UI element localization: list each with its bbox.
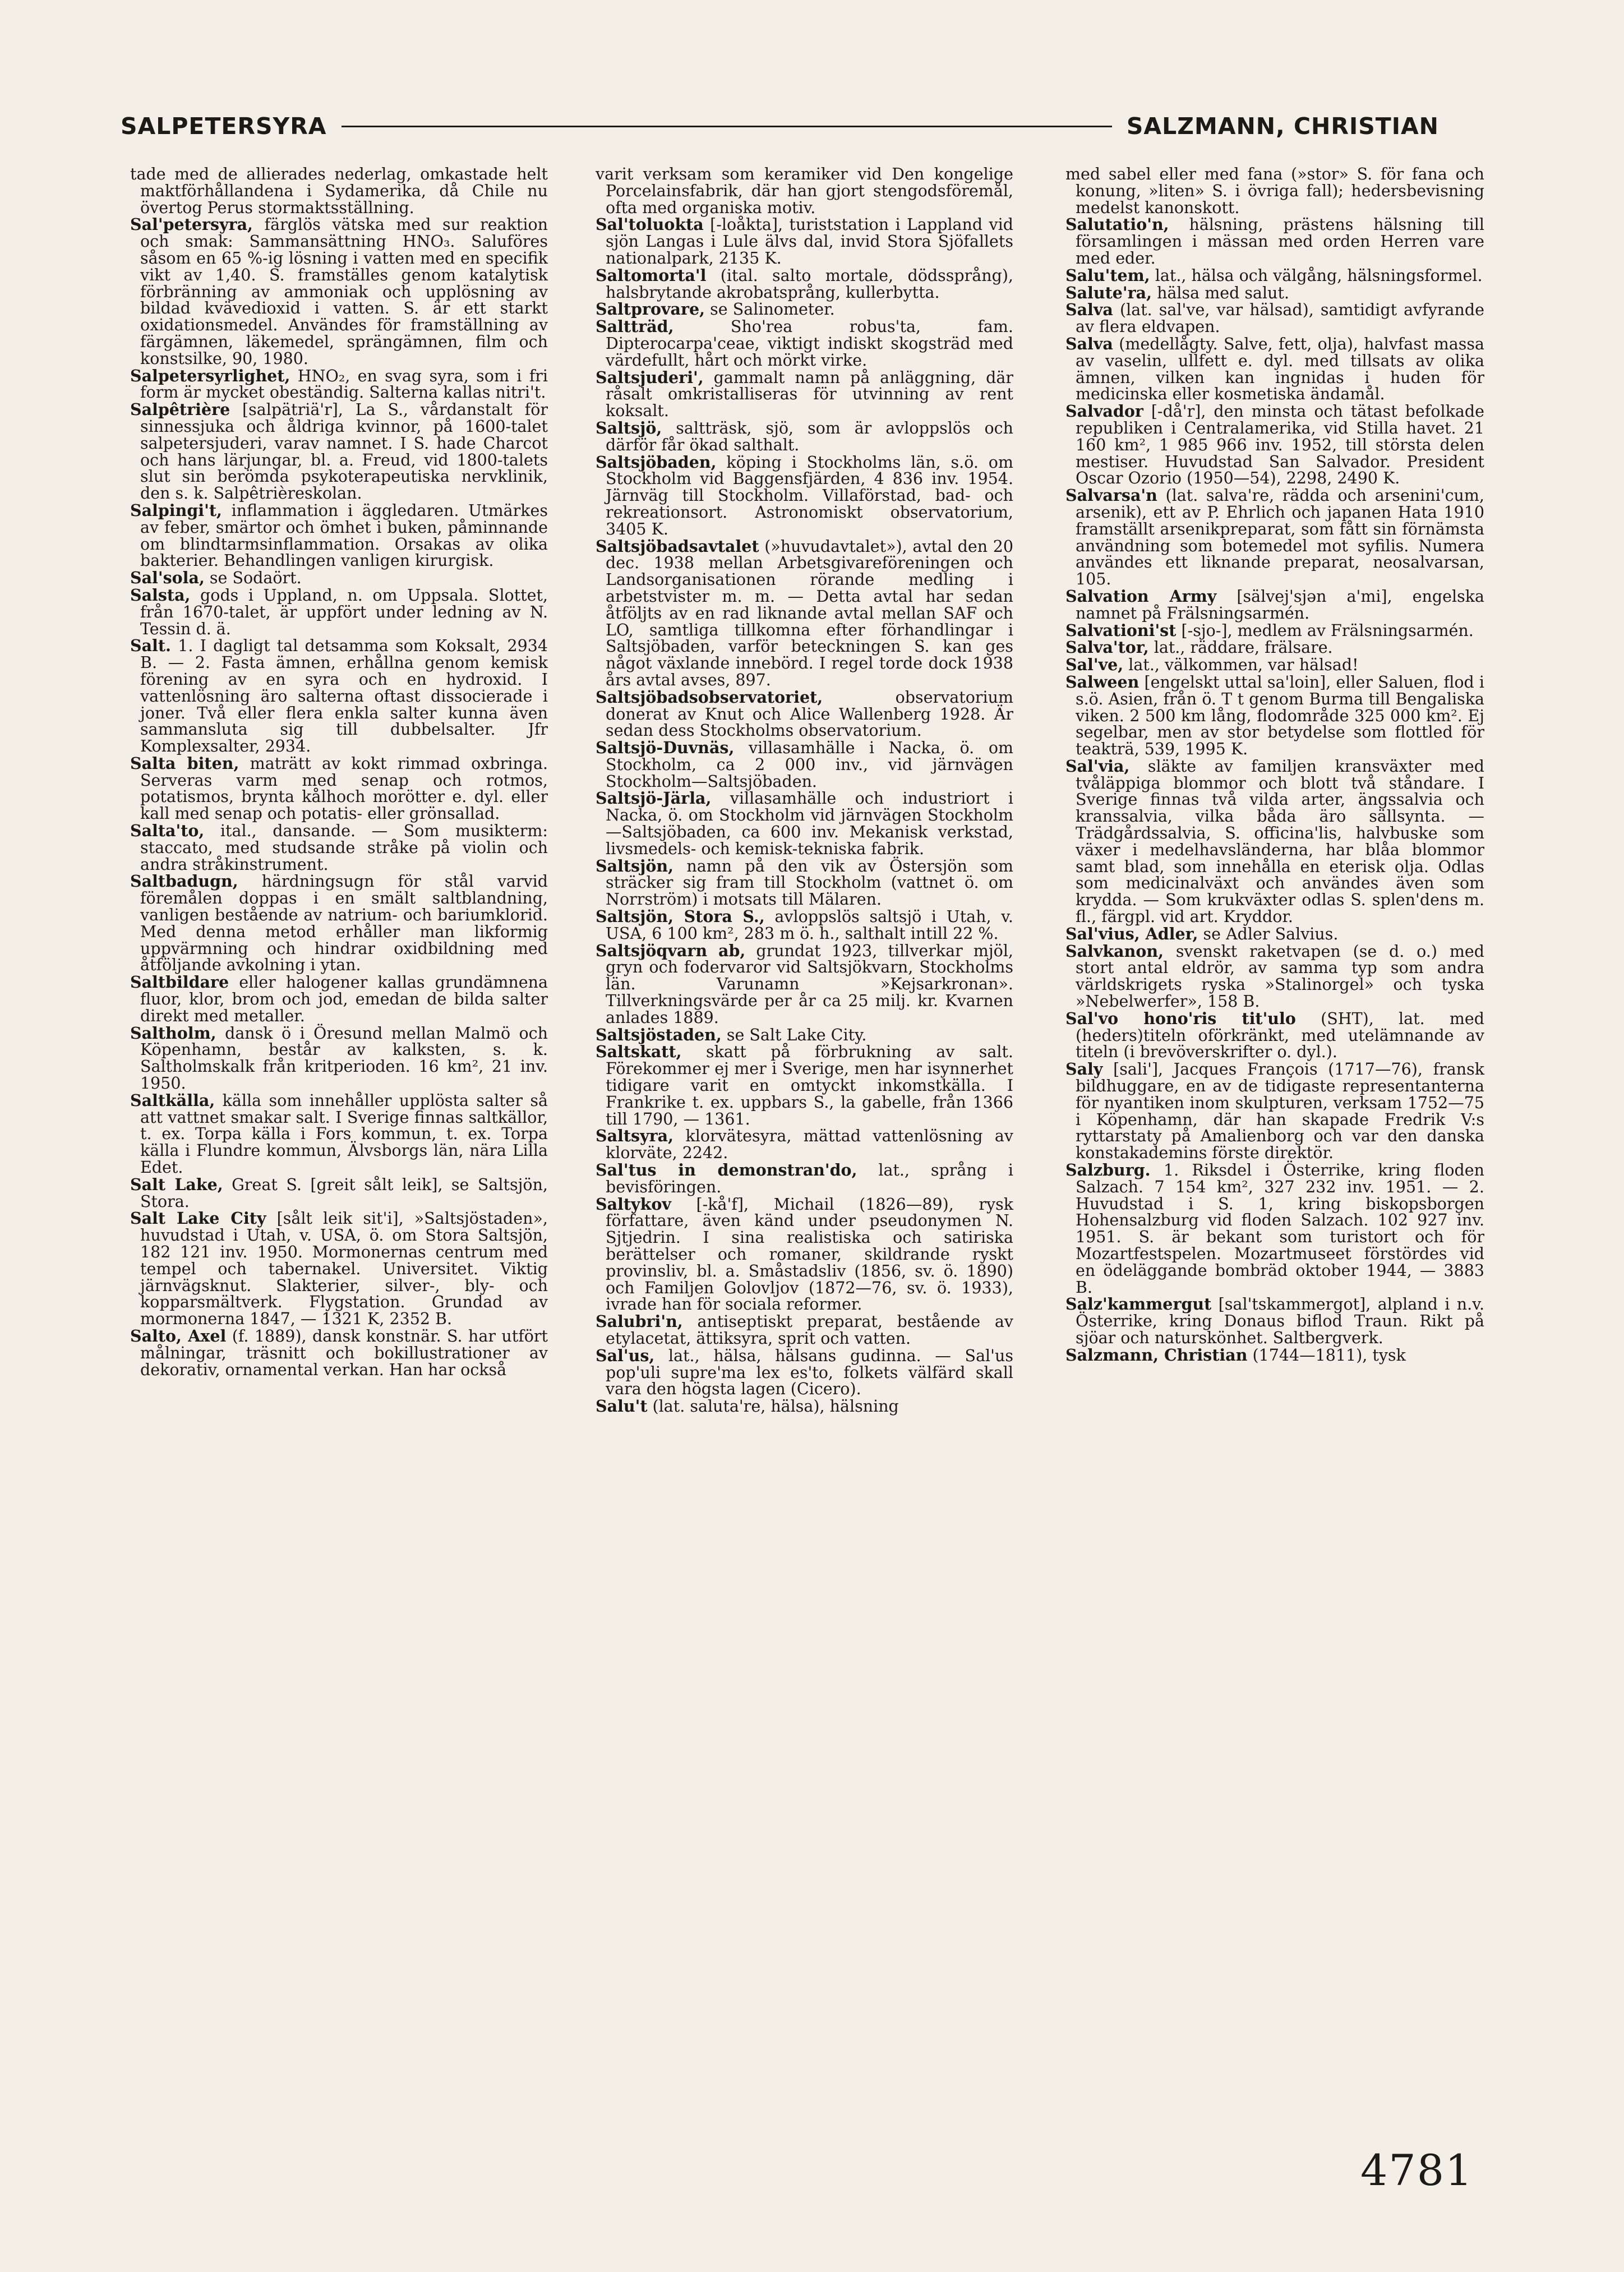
entry-headword: Salpetersyrlighet, — [130, 366, 290, 385]
dictionary-entry — [1065, 1008, 1484, 1062]
entry-text: (medellågty. Salve, fett, olja), halvfast massa av vaselin, ullfett e. dyl. med tillsats av olika ämnen, vilken kan ingnidas i huden för medicinska eller kosmetiska ändamål. — [1076, 334, 1484, 404]
entry-text: se Salt Lake City. — [721, 1025, 867, 1044]
dictionary-entry — [1065, 487, 1484, 588]
dictionary-entry — [596, 319, 1013, 368]
dictionary-entry — [130, 570, 548, 587]
entry-headword: Salva — [1065, 334, 1113, 353]
entry-headword: Saly — [1065, 1059, 1103, 1079]
entry-text: (lat. salva're, rädda och arsenini'cum, arsenik), ett av P. Ehrlich och japanen Hata 1910 framställt arsenikpreparat, som fått sin förnämsta användning som botemedel mot syfilis. Numera användes ett liknande preparat, neosalvarsan, 105. — [1076, 486, 1484, 589]
dictionary-entry — [596, 1345, 1013, 1399]
entry-headword: Salt Lake, — [130, 1174, 223, 1194]
dictionary-entry — [130, 823, 548, 873]
dictionary-entry — [596, 689, 1013, 739]
entry-headword: Salta biten, — [130, 753, 239, 773]
entry-headword: Saltomorta'l — [596, 265, 707, 285]
dictionary-entry — [596, 216, 1013, 266]
dictionary-entry — [596, 420, 1013, 454]
dictionary-entry — [130, 755, 548, 822]
entry-headword: Salvation Army — [1065, 586, 1217, 606]
dictionary-entry — [130, 873, 548, 974]
dictionary-entry — [1065, 943, 1484, 1010]
entry-text: [sålt leik sit'i], »Saltsjöstaden», huvudstad i Utah, v. USA, ö. om Stora Saltsjön, 182 121 inv. 1950. Mormonernas centrum med tempel och tabernakel. Universitet. Viktig järnvägsknut. Slakterier, silver-, bly- och kopparsmältverk. Flygstation. Grundad av mormonerna 1847, — 1321 K, 2352 B. — [140, 1209, 548, 1329]
dictionary-entry — [596, 1314, 1013, 1347]
entry-text: (»huvudavtalet»), avtal den 20 dec. 1938 mellan Arbetsgivareföreningen och Landsorganisationen rörande medling i arbetstvister m. m. — Detta avtal har sedan åtföljts av en rad liknande avtal mellan SAF och LO, samtliga tillkomna efter förhandlingar i Saltsjöbaden, varför beteckningen S. kan ges något växlande innebörd. I regel torde dock 1938 års avtal avses, 897. — [606, 537, 1013, 689]
entry-headword: Sal'tus in demonstran'do, — [596, 1160, 857, 1180]
dictionary-entry — [130, 216, 548, 367]
text-column-1 — [130, 166, 548, 1379]
entry-text: [engelskt uttal sa'loin], eller Saluen, flod i s.ö. Asien, från ö. T t genom Burma till Bengaliska viken. 2 500 km lång, flodområde 325 000 km². Ej segelbar, men av stor betydelse som flottled för teakträ, 539, 1995 K. — [1076, 672, 1484, 759]
entry-headword: Sal'us, — [596, 1345, 655, 1365]
entry-text: villasamhälle och industriort i Nacka, ö. om Stockholm vid järnvägen Stockholm—Saltsjöbaden, ca 600 inv. Mekanisk verkstad, livsmedels- och kemisk-tekniska fabrik. — [606, 789, 1013, 858]
dictionary-entry — [1065, 758, 1484, 925]
entry-text: 1. I dagligt tal detsamma som Koksalt, 2934 B. — 2. Fasta ämnen, erhållna genom kemisk förening av en syra och en hydroxid. I vattenlösning äro salterna oftast dissocierade i joner. Två eller flera enkla salter kunna även sammansluta sig till dubbelsalter. Jfr Komplexsalter, 2934. — [140, 637, 548, 756]
entry-text: Sho'rea robus'ta, fam. Dipterocarpa'ceae, viktigt indiskt skogsträd med värdefullt, hårt och mörkt virke. — [606, 317, 1013, 370]
entry-headword: Saltsjöbadsavtalet — [596, 536, 759, 556]
dictionary-entry — [130, 974, 548, 1024]
entry-headword: Salva'tor, — [1065, 638, 1149, 657]
dictionary-entry — [1065, 285, 1484, 302]
entry-headword: Sal'toluokta — [596, 215, 704, 234]
entry-headword: Salzmann, Christian — [1065, 1345, 1248, 1365]
dictionary-entry — [596, 790, 1013, 857]
entry-text: [-då'r], den minsta och tätast befolkade republiken i Centralamerika, vid Stilla havet. 21 160 km², 1 985 966 inv. 1952, till största delen mestiser. Huvudstad San Salvador. President Oscar Ozorio (1950—54), 2298, 2490 K. — [1076, 402, 1484, 488]
entry-text: dansk ö i Öresund mellan Malmö och Köpenhamn, består av kalksten, s. k. Saltholmskalk från kritperioden. 16 km², 21 inv. 1950. — [140, 1024, 548, 1093]
dictionary-entry — [130, 402, 548, 502]
entry-headword: Saltsjöstaden, — [596, 1025, 722, 1044]
entry-text: varit verksam som keramiker vid Den kongelige Porcelainsfabrik, där han gjort stengodsföremål, ofta med organiska motiv. — [596, 165, 1013, 217]
entry-headword: Sal've, — [1065, 655, 1124, 675]
entry-text: [sälvej'sjən a'mi], engelska namnet på Frälsningsarmén. — [1076, 587, 1484, 623]
entry-text: HNO₂, en svag syra, som i fri form är mycket obeständig. Salterna kallas nitri't. — [140, 366, 548, 402]
dictionary-entry — [1065, 403, 1484, 487]
dictionary-entry — [596, 166, 1013, 216]
entry-headword: Salpêtrière — [130, 400, 230, 420]
header-left-word: SALPETERSYRA — [121, 113, 327, 140]
entry-text: [sali'], Jacques François (1717—76), fransk bildhuggare, en av de tidigaste representanterna för nyantiken inom skulpturen, verksam 1752—75 i Köpenhamn, där han skapade Fredrik V:s ryttarstaty på Amalienborg och var den danska konstakademins förste direktör. — [1076, 1060, 1484, 1163]
entry-text: med sabel eller med fana (»stor» S. för fana och konung, »liten» S. i övriga fall); hedersbevisning medelst kanonskott. — [1065, 165, 1484, 217]
entry-text: hälsa med salut. — [1152, 283, 1290, 302]
entry-text: källa som innehåller upplösta salter så att vattnet smakar salt. I Sverige finnas saltkällor, t. ex. Torpa källa i Fors kommun, t. ex. Torpa källa i Flundre kommun, Älvsborgs län, nära Lilla Edet. — [140, 1091, 548, 1177]
entry-headword: Salute'ra, — [1065, 283, 1152, 302]
entry-headword: Saltykov — [596, 1194, 671, 1214]
entry-text: svenskt raketvapen (se d. o.) med stort antal eldrör, av samma typ som andra världskrigets ryska »Stalinorgel» och tyska »Nebelwerfer», 158 B. — [1076, 942, 1484, 1011]
dictionary-entry — [1065, 926, 1484, 943]
entry-text: (lat. saluta're, hälsa), hälsning — [647, 1397, 899, 1416]
dictionary-entry — [130, 368, 548, 402]
dictionary-entry — [1065, 674, 1484, 758]
dictionary-entry — [130, 1174, 548, 1211]
entry-text: eller halogener kallas grundämnena fluor, klor, brom och jod, emedan de bilda salter direkt med metaller. — [140, 973, 548, 1025]
entry-text: [sal'tskammergot], alpland i n.v. Österrike, kring Donaus biflod Traun. Rikt på sjöar och naturskönhet. Saltbergverk. — [1076, 1295, 1484, 1347]
entry-headword: Sal'vo hono'ris tit'ulo — [1065, 1008, 1296, 1028]
entry-headword: Saltsjöbaden, — [596, 452, 717, 472]
entry-text: (lat. sal've, var hälsad), samtidigt avfyrande av flera eldvapen. — [1076, 301, 1484, 337]
entry-headword: Salubri'n, — [596, 1312, 683, 1331]
entry-text: (f. 1889), dansk konstnär. S. har utfört målningar, träsnitt och bokillustrationer av dekorativ, ornamental verkan. Han har också — [140, 1326, 548, 1379]
dictionary-entry — [130, 166, 548, 216]
entry-headword: Saltsjö, — [596, 418, 662, 437]
running-header — [121, 109, 1439, 143]
entry-headword: Salz'kammergut — [1065, 1294, 1212, 1314]
entry-headword: Saltsjö-Järla, — [596, 789, 712, 808]
dictionary-entry — [596, 301, 1013, 318]
entry-headword: Saltsjuderi', — [596, 367, 704, 387]
entry-headword: Sal'sola, — [130, 568, 205, 588]
dictionary-entry — [596, 740, 1013, 790]
dictionary-entry — [596, 1196, 1013, 1314]
dictionary-entry — [596, 943, 1013, 1026]
dictionary-entry — [1065, 336, 1484, 403]
dictionary-entry — [1065, 620, 1484, 640]
dictionary-entry — [596, 1044, 1013, 1127]
entry-text: saltträsk, sjö, som är avloppslös och därför får ökad salthalt. — [606, 418, 1013, 454]
entry-text: gods i Uppland, n. om Uppsala. Slottet, från 1670-talet, är uppfört under ledning av N. Tessin d. ä. — [140, 586, 548, 638]
dictionary-entry — [596, 909, 1013, 942]
entry-headword: Saltskatt, — [596, 1042, 682, 1062]
dictionary-entry — [1065, 166, 1484, 216]
header-rule — [342, 126, 1112, 127]
entry-headword: Saltsjön, Stora S., — [596, 907, 765, 927]
entry-headword: Saltbildare — [130, 973, 229, 992]
dictionary-entry — [1065, 657, 1484, 674]
entry-text: [salpätriä'r], La S., vårdanstalt för sinnessjuka och åldriga kvinnor, på 1600-talet salpetersjuderi, varav namnet. I S. hade Charcot och hans lärjungar, bl. a. Freud, vid 1800-talets slut sin berömda psykoterapeutiska nervklinik, den s. k. Salpêtrièreskolan. — [140, 400, 548, 503]
entry-text: se Adler Salvius. — [1198, 924, 1339, 943]
entry-text: observatorium donerat av Knut och Alice Wallenberg 1928. Är sedan dess Stockholms observatorium. — [606, 688, 1013, 740]
dictionary-entry — [130, 1328, 548, 1378]
entry-text: antiseptiskt preparat, bestående av etylacetat, ättiksyra, sprit och vatten. — [606, 1312, 1013, 1348]
entry-text: se Sodaört. — [204, 569, 302, 588]
entry-headword: Saltsjö-Duvnäs, — [596, 738, 735, 758]
dictionary-entry — [1065, 1061, 1484, 1162]
entry-text: lat., hälsa och välgång, hälsningsformel. — [1150, 266, 1483, 285]
entry-headword: Salvationi'st — [1065, 620, 1177, 640]
entry-headword: Salpingi't, — [130, 500, 222, 520]
dictionary-entry — [1065, 1296, 1484, 1346]
entry-headword: Salva — [1065, 300, 1113, 320]
entry-headword: Saltholm, — [130, 1023, 216, 1043]
entry-text: skatt på förbrukning av salt. Förekommer ej mer i Sverige, men har isynnerhet tidigare varit en omtyckt inkomstkälla. I Frankrike t. ex. uppbars S., la gabelle, från 1366 till 1790, — 1361. — [606, 1043, 1013, 1128]
dictionary-entry — [596, 367, 1013, 421]
dictionary-entry — [596, 454, 1013, 538]
dictionary-entry — [130, 1090, 548, 1177]
dictionary-entry — [1065, 1347, 1484, 1364]
entry-headword: Salzburg. — [1065, 1160, 1151, 1180]
entry-text: [-loåkta], turiststation i Lappland vid sjön Langas i Lule älvs dal, invid Stora Sjöfallets nationalpark, 2135 K. — [606, 215, 1013, 268]
text-column-2 — [596, 166, 1013, 1416]
entry-headword: Salvador — [1065, 402, 1143, 421]
entry-text: härdningsugn för stål varvid föremålen doppas i en smält saltblandning, vanligen bestående av natrium- och bariumklorid. Med denna metod erhåller man likformig uppvärmning och hindrar oxidbildning med åtföljande avkolning i ytan. — [140, 872, 548, 975]
header-right-word: SALZMANN, CHRISTIAN — [1126, 113, 1439, 140]
entry-headword: Salt. — [130, 636, 171, 656]
entry-text: inflammation i äggledaren. Utmärkes av feber, smärtor och ömhet i buken, påminnande om blindtarmsinflammation. Orsakas av olika bakterier. Behandlingen vanligen kirurgisk. — [140, 501, 548, 570]
entry-text: lat., språng i bevisföringen. — [606, 1161, 1013, 1196]
entry-text: färglös vätska med sur reaktion och smak: Sammansättning HNO₃. Saluföres såsom en 65 %-ig lösning i vatten med en specifik vikt av 1,40. S. framställes genom katalytisk förbränning av ammoniak och upplösning av bildad kvävedioxid i vatten. S. är ett starkt oxidationsmedel. Användes för framställning av färgämnen, läkemedel, sprängämnen, film och konstsilke, 90, 1980. — [140, 215, 548, 368]
entry-text: lat., välkommen, var hälsad! — [1123, 656, 1359, 675]
entry-headword: Saltsjöbadsobservatoriet, — [596, 687, 823, 707]
dictionary-entry — [130, 1210, 548, 1328]
entry-text: lat., hälsa, hälsans gudinna. — Sal'us pop'uli supre'ma lex es'to, folkets välfärd skall vara den högsta lagen (Cicero). — [606, 1346, 1013, 1399]
entry-headword: Salta'to, — [130, 821, 205, 841]
dictionary-entry — [596, 1128, 1013, 1162]
dictionary-entry — [1065, 639, 1484, 656]
entry-headword: Salto, Axel — [130, 1326, 227, 1345]
entry-text: köping i Stockholms län, s.ö. om Stockholm vid Baggensfjärden, 4 836 inv. 1954. Järnväg till Stockholm. Villaförstad, bad- och rekreationsort. Astronomiskt observatorium, 3405 K. — [606, 453, 1013, 538]
text-column-3 — [1065, 166, 1484, 1365]
entry-text: (1744—1811), tysk — [1247, 1345, 1406, 1365]
entry-headword: Sal'vius, Adler, — [1065, 924, 1198, 943]
entry-headword: Saltträd, — [596, 317, 674, 337]
dictionary-entry — [596, 858, 1013, 908]
entry-text: [-sjo-], medlem av Frälsningsarmén. — [1176, 621, 1474, 640]
entry-headword: Salvkanon, — [1065, 941, 1164, 961]
dictionary-entry — [1065, 216, 1484, 266]
entry-headword: Sal'via, — [1065, 756, 1130, 776]
entry-headword: Saltsjöqvarn ab, — [596, 941, 746, 960]
dictionary-entry — [596, 1027, 1013, 1044]
dictionary-entry — [1065, 588, 1484, 622]
entry-text: se Salinometer. — [705, 300, 835, 319]
dictionary-entry — [130, 587, 548, 637]
dictionary-entry — [130, 500, 548, 570]
dictionary-entry — [596, 265, 1013, 302]
entry-headword: Salu'tem, — [1065, 265, 1150, 285]
dictionary-entry — [1065, 1162, 1484, 1296]
entry-text: tade med de allierades nederlag, omkastade helt maktförhållandena i Sydamerika, då Chile nu övertog Perus stormaktsställning. — [130, 165, 548, 217]
entry-text: (ital. salto mortale, dödssprång), halsbrytande akrobatsprång, kullerbytta. — [606, 266, 1013, 302]
entry-text: namn på den vik av Östersjön som sträcker sig fram till Stockholm (vattnet ö. om Norrström) i motsats till Mälaren. — [606, 856, 1013, 909]
entry-text: Great S. [greit sålt leik], se Saltsjön, Stora. — [140, 1175, 548, 1211]
entry-headword: Saltsjön, — [596, 856, 674, 875]
page-number: 4781 — [1360, 2145, 1474, 2195]
entry-text: 1. Riksdel i Österrike, kring floden Salzach. 7 154 km², 327 232 inv. 1951. — 2. Huvudstad i S. 1, kring biskopsborgen Hohensalzburg vid floden Salzach. 102 927 inv. 1951. S. är bekant som turistort och för Mozartfestspelen. Mozartmuseet förstördes vid en ödeläggande bombräd oktober 1944, — 3883 B. — [1076, 1161, 1484, 1297]
entry-headword: Salsta, — [130, 585, 191, 605]
entry-headword: Saltbadugn, — [130, 872, 238, 891]
dictionary-entry — [1065, 265, 1484, 285]
entry-headword: Sal'petersyra, — [130, 215, 253, 234]
entry-headword: Salween — [1065, 672, 1139, 692]
dictionary-entry — [596, 1398, 1013, 1415]
dictionary-entry — [596, 1162, 1013, 1196]
entry-text: maträtt av kokt rimmad oxbringa. Serveras varm med senap och rotmos, potatismos, brynta kålhoch morötter e. dyl. eller kall med senap och potatis- eller grönsallad. — [140, 754, 548, 823]
entry-text: lat., räddare, frälsare. — [1148, 638, 1333, 657]
dictionary-entry — [130, 1025, 548, 1092]
dictionary-entry — [596, 538, 1013, 689]
entry-text: villasamhälle i Nacka, ö. om Stockholm, ca 2 000 inv., vid järnvägen Stockholm—Saltsjöbaden. — [606, 739, 1013, 791]
entry-text: [-kå'f], Michail (1826—89), rysk författare, även känd under pseudonymen N. Sjtjedrin. I sina realistiska och satiriska berättelser och romaner, skildrande ryskt provinsliv, bl. a. Småstadsliv (1856, sv. ö. 1890) och Familjen Golovljov (1872—76, sv. ö. 1933), ivrade han för sociala reformer. — [606, 1195, 1013, 1314]
entry-text: gammalt namn på anläggning, där råsalt omkristalliseras för utvinning av rent koksalt. — [606, 368, 1013, 421]
entry-headword: Salt Lake City — [130, 1209, 266, 1228]
entry-text: klorvätesyra, mättad vattenlösning av klorväte, 2242. — [606, 1127, 1013, 1163]
entry-text: ital., dansande. — Som musikterm: staccato, med studsande stråke på violin och andra stråkinstrument. — [140, 822, 548, 874]
entry-headword: Salvarsa'n — [1065, 486, 1157, 505]
dictionary-entry — [130, 638, 548, 755]
dictionary-entry — [1065, 302, 1484, 335]
entry-headword: Salutatio'n, — [1065, 215, 1169, 234]
entry-text: grundat 1923, tillverkar mjöl, gryn och fodervaror vid Saltsjökvarn, Stockholms län. Varunamn »Kejsarkronan». Tillverkningsvärde per år ca 25 milj. kr. Kvarnen anlades 1889. — [606, 941, 1013, 1027]
entry-headword: Saltkälla, — [130, 1090, 215, 1110]
entry-headword: Saltsyra, — [596, 1126, 674, 1146]
entry-text: avloppslös saltsjö i Utah, v. USA, 6 100 km², 283 m ö. h., salthalt intill 22 %. — [606, 907, 1013, 943]
entry-text: släkte av familjen kransväxter med tvåläppiga blommor och blott två ståndare. I Sverige finnas två vilda arter, ängssalvia och kranssalvia, vilka båda äro sällsynta. — Trädgårdssalvia, S. officina'lis, halvbuske som växer i medelhavsländerna, har blåa blommor samt blad, som innehålla en eterisk olja. Odlas som medicinalväxt och användes även som krydda. — Som krukväxter odlas S. splen'dens m. fl., färgpl. vid art. Kryddor. — [1076, 757, 1484, 927]
entry-headword: Saltprovare, — [596, 299, 705, 319]
entry-text: (SHT), lat. med (heders)titeln oförkränkt, med utelämnande av titeln (i brevöverskrifter o. dyl.). — [1076, 1009, 1484, 1062]
entry-text: hälsning, prästens hälsning till församlingen i mässan med orden Herren vare med eder. — [1076, 215, 1484, 268]
entry-headword: Salu't — [596, 1397, 648, 1416]
